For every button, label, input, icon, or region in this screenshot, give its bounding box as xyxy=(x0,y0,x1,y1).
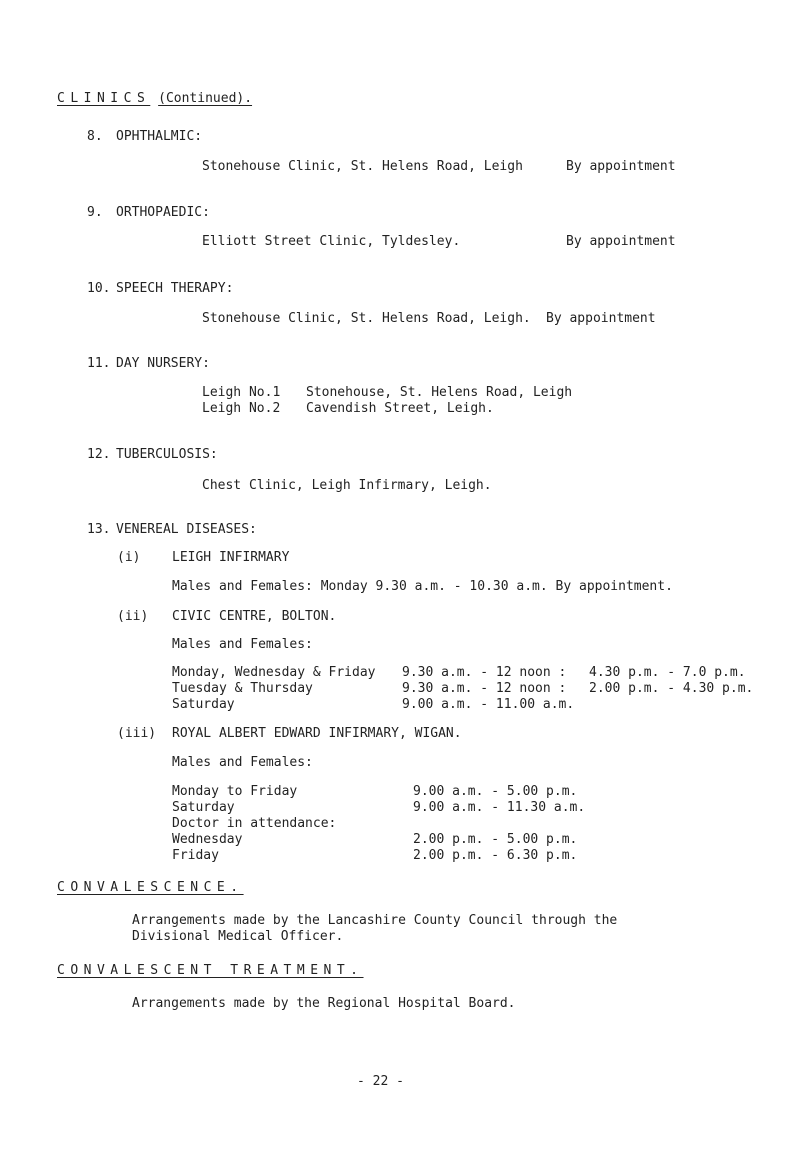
sub-item-number: (i) xyxy=(117,550,141,565)
civic-days: Saturday xyxy=(172,697,235,712)
item-number: 9. xyxy=(87,205,103,220)
civic-afternoon-hours: 4.30 p.m. - 7.0 p.m. xyxy=(589,665,746,680)
nursery-name: Leigh No.2 xyxy=(202,401,281,416)
convalescence-text: Divisional Medical Officer. xyxy=(132,929,344,944)
nursery-name: Leigh No.1 xyxy=(202,385,281,400)
speech-therapy-location: Stonehouse Clinic, St. Helens Road, Leigh. xyxy=(202,311,531,326)
royal-albert-days: Monday to Friday xyxy=(172,784,298,799)
nursery-address: Stonehouse, St. Helens Road, Leigh xyxy=(306,385,573,400)
item-number: 12. xyxy=(87,447,111,462)
nursery-address: Cavendish Street, Leigh. xyxy=(306,401,494,416)
royal-albert-heading: ROYAL ALBERT EDWARD INFIRMARY, WIGAN. xyxy=(172,726,462,741)
ophthalmic-location: Stonehouse Clinic, St. Helens Road, Leigh xyxy=(202,159,523,174)
leigh-infirmary-heading: LEIGH INFIRMARY xyxy=(172,550,290,565)
royal-albert-hours: 9.00 a.m. - 5.00 p.m. xyxy=(413,784,578,799)
sub-item-number: (iii) xyxy=(117,726,157,741)
orthopaedic-heading: ORTHOPAEDIC: xyxy=(116,205,210,220)
civic-days: Tuesday & Thursday xyxy=(172,681,313,696)
item-number: 10. xyxy=(87,281,111,296)
royal-albert-label: Males and Females: xyxy=(172,755,313,770)
tuberculosis-heading: TUBERCULOSIS: xyxy=(116,447,218,462)
header-subtitle: (Continued). xyxy=(158,91,253,106)
convalescent-treatment-heading: CONVALESCENT TREATMENT. xyxy=(57,963,364,978)
orthopaedic-schedule: By appointment xyxy=(566,234,676,249)
convalescence-heading: CONVALESCENCE. xyxy=(57,880,244,895)
day-nursery-heading: DAY NURSERY: xyxy=(116,356,210,371)
convalescence-text: Arrangements made by the Lancashire County Council through the xyxy=(132,913,618,928)
page-header xyxy=(57,91,252,107)
civic-morning-hours: 9.00 a.m. - 11.00 a.m. xyxy=(402,697,575,712)
ophthalmic-heading: OPHTHALMIC: xyxy=(116,129,203,144)
civic-days: Monday, Wednesday & Friday xyxy=(172,665,376,680)
orthopaedic-location: Elliott Street Clinic, Tyldesley. xyxy=(202,234,461,249)
header-title: CLINICS xyxy=(57,91,151,106)
doctor-hours: 2.00 p.m. - 5.00 p.m. xyxy=(413,832,578,847)
civic-morning-hours: 9.30 a.m. - 12 noon : xyxy=(402,665,567,680)
doctor-hours: 2.00 p.m. - 6.30 p.m. xyxy=(413,848,578,863)
royal-albert-hours: 9.00 a.m. - 11.30 a.m. xyxy=(413,800,586,815)
item-number: 13. xyxy=(87,522,111,537)
item-number: 11. xyxy=(87,356,111,371)
doctor-days: Wednesday xyxy=(172,832,243,847)
page-number: - 22 - xyxy=(357,1074,404,1089)
civic-centre-heading: CIVIC CENTRE, BOLTON. xyxy=(172,609,337,624)
convalescent-treatment-text: Arrangements made by the Regional Hospital Board. xyxy=(132,996,516,1011)
speech-therapy-schedule: By appointment xyxy=(546,311,656,326)
speech-therapy-heading: SPEECH THERAPY: xyxy=(116,281,234,296)
doctor-attendance-label: Doctor in attendance: xyxy=(172,816,337,831)
item-number: 8. xyxy=(87,129,103,144)
sub-item-number: (ii) xyxy=(117,609,149,624)
doctor-days: Friday xyxy=(172,848,219,863)
leigh-infirmary-hours: Males and Females: Monday 9.30 a.m. - 10.30 a.m. By appointment. xyxy=(172,579,673,594)
civic-morning-hours: 9.30 a.m. - 12 noon : xyxy=(402,681,567,696)
venereal-diseases-heading: VENEREAL DISEASES: xyxy=(116,522,257,537)
royal-albert-days: Saturday xyxy=(172,800,235,815)
civic-centre-label: Males and Females: xyxy=(172,637,313,652)
civic-afternoon-hours: 2.00 p.m. - 4.30 p.m. xyxy=(589,681,754,696)
ophthalmic-schedule: By appointment xyxy=(566,159,676,174)
tuberculosis-location: Chest Clinic, Leigh Infirmary, Leigh. xyxy=(202,478,492,493)
